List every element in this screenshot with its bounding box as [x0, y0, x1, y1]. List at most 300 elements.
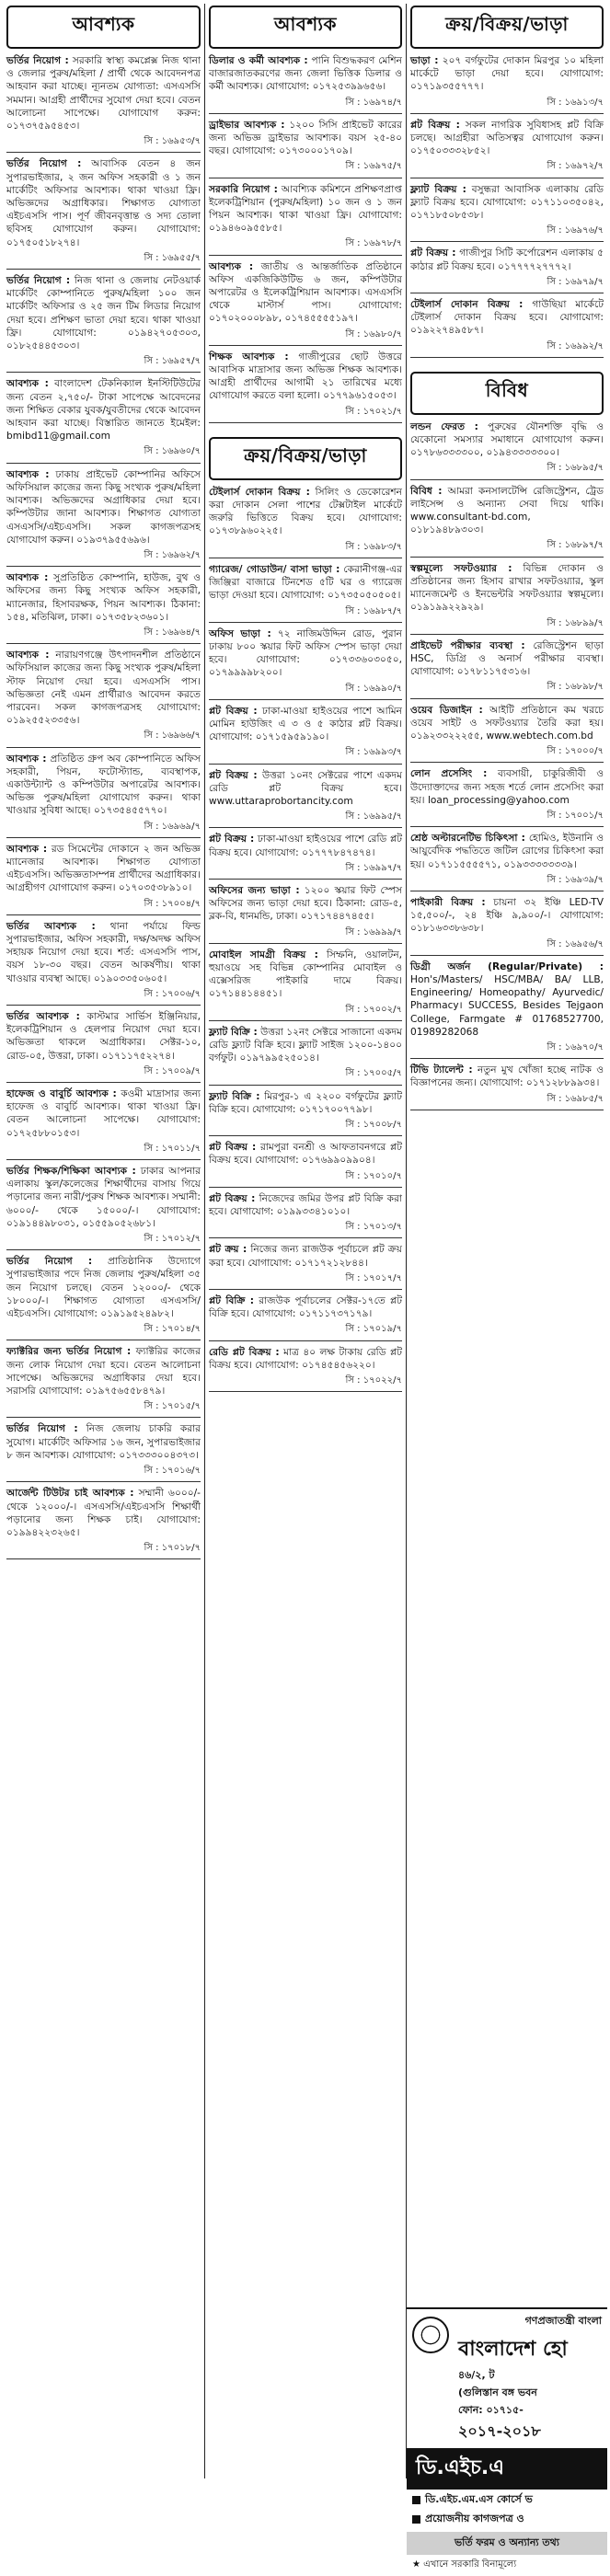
ad-divider [6, 1159, 201, 1160]
ads-list [209, 486, 402, 1392]
ad-divider [410, 634, 604, 635]
ad-divider [209, 422, 402, 423]
classified-ad [410, 485, 604, 558]
ad-text [6, 920, 201, 985]
promo-course-banner: ডি.এইচ.এ [407, 2448, 607, 2490]
classified-ad [6, 377, 201, 463]
ad-reference-code: সি : ১৭০০৮/৭ [345, 1120, 402, 1130]
classified-ad [410, 832, 604, 891]
ad-reference-code: সি : ১৬৯৭৮/৭ [345, 238, 402, 249]
section-header-wanted: আবশ্যক [6, 6, 201, 49]
ad-body: ব্যবসায়ী, চাকুরিজীবী ও উদ্যোক্তাদের জন্য সহজ শর্তে লোন প্রসেসিং করা হয়। loan_processing@yahoo.com [410, 768, 604, 806]
ad-heading: শ্রেষ্ঠ অল্টারনেটিভ চিকিৎসা : [410, 833, 525, 845]
ad-divider [6, 566, 201, 567]
ad-reference-code: সি : ১৬৯৮৭/৭ [345, 605, 402, 616]
ad-reference-code: সি : ১৭০০১/৭ [547, 810, 604, 821]
ad-text [6, 753, 201, 818]
classified-ad [209, 1026, 402, 1086]
section-header-wanted: আবশ্যক [209, 6, 402, 49]
ad-text [209, 486, 402, 538]
ad-text [410, 896, 604, 936]
ad-text [209, 260, 402, 326]
ad-body: কাস্টমার সার্ভিস ইঞ্জিনিয়ার, ইলেকট্রিশিয়ান ও হেলপার নিয়োগ দেয়া হবে। অভিজ্ঞতা থাকলে অগ্রাধিকার। সেক্টর-১০, রোড-০৫, উত্তরা, ঢাকা। ০১৭১১৭৫২২৭৪। [6, 1011, 201, 1062]
classified-ad [209, 1141, 402, 1188]
classified-ad [209, 1346, 402, 1393]
classified-ad [6, 571, 201, 644]
ad-heading: ওয়েব ডিজাইন : [410, 704, 483, 716]
ad-heading: ভর্তির নিয়োগ : [6, 158, 82, 170]
ad-body: প্রাতিষ্ঠানিক উদ্যোগে সুপারভাইজার পদে নিজ জেলায় পুরুষ/মহিলা ৩৫ জন নিয়োগ চলছে। বেতন ১২০০০/- থেকে ১৮০০০/-। শিক্ষাগত যোগ্যতা এসএসসি/এইচএসসি। যোগাযোগ: ০১৯১৯৫২৪৯৮২। [6, 1256, 201, 1320]
classified-ad [410, 562, 604, 635]
ad-heading: প্রাইভেট পরীক্ষার ব্যবস্থা : [410, 639, 525, 651]
ad-divider [410, 955, 604, 956]
promo-item-text: ডি.এইচ.এম.এস কোর্সে ভ [425, 2493, 533, 2505]
ad-divider [6, 269, 201, 270]
ad-text [410, 832, 604, 871]
ad-text [6, 1422, 201, 1462]
ad-body: নিজেদের জমির উপর প্লট বিক্রি করা হবে। যোগাযোগ: ০১৯৯৩৩৪১০১০। [209, 1192, 402, 1218]
classified-ad [209, 1090, 402, 1137]
promo-session-year: ২০১৭-২০১৮ [458, 2422, 541, 2440]
ad-body: চায়না ৩২ ইঞ্চি LED-TV ১৫,৫০০/-, ২৪ ইঞ্চি ৯,৯০০/-। যোগাযোগ: ০১৮১৬৩৩৮৬৩৮। [410, 896, 604, 935]
ad-reference-code: সি : ১৭০১২/৭ [144, 1234, 201, 1245]
ad-body: পুরুষের যৌনশক্তি বৃদ্ধি ও যেকোনো সমস্যার সমাধানে যোগাযোগ করুন। ০১৭৮৬৩৩৩৩০০, ০১৯৪৩৩৩৩৩০০। [410, 420, 604, 459]
ad-heading: অফিসের জন্য ভাড়া : [209, 884, 300, 896]
ad-divider [410, 762, 604, 763]
ad-body: মাত্র ৪০ লক্ষ টাকায় রেডি প্লট বিক্রয় হবে। যোগাযোগ: ০১৭৪৫৪৫৬২২০। [209, 1346, 402, 1371]
ad-reference-code: সি : ১৬৯৫৭/৭ [144, 356, 201, 367]
column-wanted-middle [204, 4, 406, 2478]
section-header-miscellaneous: বিবিধ [410, 372, 604, 415]
classified-ad [6, 649, 201, 747]
ad-divider [209, 113, 402, 114]
ad-reference-code: সি : ১৭০০৪/৭ [144, 898, 201, 909]
ad-heading: ফ্যাক্টরির জন্য ভর্তির নিয়োগ : [6, 1346, 132, 1358]
classified-ad [209, 1294, 402, 1341]
ad-reference-code: সি : ১৬৯৬০/৭ [144, 446, 201, 457]
ad-divider [209, 255, 402, 256]
square-bullet-icon [412, 2496, 420, 2504]
ad-body: কওমী মাদ্রাসার জন্য হাফেজ ও বাবুর্চি আবশ্যক। থাকা খাওয়া ফ্রি। বেতন আলোচনা সাপেক্ষে। যোগাযোগ: ০১৭২৫৮৮০১৫৩। [6, 1088, 201, 1139]
ad-divider [6, 914, 201, 915]
ad-body: রেজিস্ট্রেশন ছাড়া HSC, ডিগ্রি ও অনার্স পরীক্ষার ব্যবস্থা। যোগাযোগ: ০১৭৮১১৭৫৩১৬। [410, 639, 604, 678]
ads-list [209, 54, 402, 423]
ad-text [6, 571, 201, 624]
classified-ad [410, 704, 604, 764]
ad-text [209, 769, 402, 809]
classified-ad [209, 563, 402, 623]
ad-reference-code: সি : ১৭০১৪/৭ [144, 1324, 201, 1335]
ad-heading: আর্জেন্ট টিউটর চাই আবশ্যক : [6, 1488, 134, 1500]
classified-ad [209, 260, 402, 346]
ad-divider [6, 747, 201, 748]
ad-body: সিম্ফনি, ওয়ালটন, হুয়াওয়ে সহ বিভিন্ন কোম্পানির মোবাইল ও এক্সেসরিজ পাইকারি দামে বিক্রয়। ০১৭১৪৪১৪৪৫১। [209, 949, 403, 1000]
ad-body: আবাসিক বেতন ৪ জন সুপারভাইজার, ২ জন অফিস সহকারী ও ১ জন মার্কেটিং অফিসার আবশ্যক। থাকা খাওয়া ফ্রি। অভিজ্ঞদের অগ্রাধিকার। শিক্ষাগত যোগ্যতা এইচএসসি পাস। পূর্ণ জীবনবৃত্তান্ত ও সদ্য তোলা ছবিসহ যোগাযোগ করুন। যোগাযোগ: ০১৭৫০৫১৮২৭৪। [6, 158, 201, 248]
ad-divider [209, 345, 402, 346]
classified-ad [410, 960, 604, 1059]
ad-heading: টেইলার্স দোকান বিক্রয় : [410, 299, 524, 311]
ad-body: আইটি প্রতিষ্ঠানে কম খরচে ওয়েব সাইট ও সফটওয়্যার তৈরি করা হয়। ০১৯২৩৩২২২৫৫, www.webtech.com.bd [410, 704, 604, 742]
ad-body: বসুন্ধরা আবাসিক এলাকায় রেডি ফ্ল্যাট বিক্রয় হবে। যোগাযোগ: ০১৭১১০৩৫০৪২, ০১৭১৮৫০৮৫৩৮। [410, 183, 604, 222]
ad-body: রড সিমেন্টের দোকানে ২ জন অভিজ্ঞ ম্যানেজার আবশ্যক। শিক্ষাগত যোগ্যতা এইচএসসি। অভিজ্ঞতাসম্পন্ন প্রার্থীদের অগ্রাধিকার। আগ্রহীগণ যোগাযোগ করুন। ০১৭০৩৫৩৮৯১০। [6, 843, 201, 894]
ad-divider [209, 622, 402, 623]
ad-body: নিজের জন্য রাজউক পূর্বাচলে প্লট ক্রয় করা হবে। যোগাযোগ: ০১৭১৭২১২৮৪৪। [209, 1244, 402, 1269]
ad-divider [6, 1558, 201, 1559]
ad-heading: ডিলার ও কর্মী আবশ্যক : [209, 55, 308, 66]
ad-reference-code: সি : ১৭০১৭/৭ [345, 1272, 402, 1283]
ad-heading: ড্রাইভার আবশ্যক : [209, 119, 285, 131]
ad-reference-code: সি : ১৬৯৯০/৭ [345, 683, 402, 694]
ads-list [410, 420, 604, 1110]
ad-heading: প্লট বিক্রয় : [209, 834, 255, 845]
ad-heading: প্লট বিক্রয় : [209, 1142, 257, 1154]
ad-reference-code: সি : ১৭০১৯/৭ [345, 1324, 402, 1335]
ad-heading: প্লট বিক্রয় : [410, 119, 460, 131]
ad-text [410, 119, 604, 158]
ad-body: ৭২ নাজিমউদ্দিন রোড, পুরান ঢাকায় ৮০০ স্কয়ার ফিট অফিস স্পেস ভাড়া দেয়া হবে। যোগাযোগ: ০১৭৩৩৬০৩০৫০, ০১৭৯৯৯৯৮২০০। [209, 627, 402, 679]
ad-reference-code: সি : ১৭০০৯/৭ [144, 1065, 201, 1076]
section-header-buy-sell-rent: ক্রয়/বিক্রয়/ভাড়া [209, 437, 402, 480]
classified-ad [410, 247, 604, 293]
ad-text [6, 1255, 201, 1320]
ad-text [6, 377, 201, 443]
ad-heading: আবশ্যক : [6, 468, 50, 480]
ad-text [209, 949, 402, 1001]
ad-reference-code: সি : ১৬৯৫৫/৭ [144, 252, 201, 263]
classified-ad [209, 627, 402, 700]
ad-body: থানা পর্যায়ে ফিল্ড সুপারভাইজার, অফিস সহকারী, দক্ষ/অদক্ষ অফিস সহায়ক নিয়োগ দেয়া হবে। শর্ত: এসএসসি পাস, বয়স ১৮-৩০ বছর। বেতন আকর্ষণীয়। থাকা খাওয়ার ব্যবস্থা আছে। ০১৯০৩৩৫০৬০৫। [6, 920, 201, 984]
ad-body: জাতীয় ও আন্তর্জাতিক প্রতিষ্ঠানে অফিস একজিকিউটিভ ৬ জন, কম্পিউটার অপারেটর ও ইলেকট্রিশিয়ান আবশ্যক। এসএসসি থেকে মাস্টার্স পাস। যোগাযোগ: ০১৭০২০০০৮৯৮, ০১৭৪৫৫৫৫১৯৭। [209, 260, 402, 325]
promo-title: বাংলাদেশ হো [458, 2338, 568, 2361]
ad-body: সরকারি স্বাস্থ্য কমপ্লেক্স নিজ থানা ও জেলার পুরুষ/মহিলা / প্রার্থী থেকে আবেদনপত্র আহবান করা যাচ্ছে। ন্যূনতম যোগ্যতা: এসএসসি সমমান। আগ্রহী প্রার্থীদের সুযোগ দেয়া হবে। বেতন আলোচনা সাপেক্ষে। যোগাযোগ করুন: ০১৭৩৭৫৯৫৪৫৩। [6, 55, 201, 132]
classified-ad [209, 54, 402, 114]
promo-location: (গুলিস্তান বঙ্গ ভবন [458, 2386, 537, 2398]
ad-text [410, 1064, 604, 1089]
ad-text [209, 183, 402, 236]
ad-text [410, 767, 604, 807]
classified-ad [209, 1192, 402, 1239]
ad-heading: ভর্তির নিয়োগ : [6, 275, 71, 287]
ad-reference-code: সি : ১৬৯৭৬/৭ [547, 225, 604, 236]
ad-heading: সরকারি নিয়োগ : [209, 183, 278, 195]
ad-body: ১২০০ স্কয়ার ফিট স্পেস অফিসের জন্য ভাড়া দেয়া হবে। ঠিকানা: রোড-৫, ব্লক-বি, ধানমন্ডি, ঢাকা। ০১৭১৭৪৪৭৪৫৫। [209, 884, 403, 923]
ad-body: ঢাকা-মাওয়া হাইওয়ের পাশে আমিন মোমিন হাউজিং এ ৩ ও ৫ কাঠার প্লট বিক্রয়। যোগাযোগ: ০১৭১৫৯৫৯১৯০। [209, 705, 402, 743]
ad-reference-code: সি : ১৬৯৬৯/৭ [144, 821, 201, 832]
ad-heading: ফ্ল্যাট বিক্রি : [209, 1090, 260, 1102]
ad-reference-code: সি : ১৭০২২/৭ [345, 1375, 402, 1386]
classified-ad [6, 274, 201, 373]
promo-address: ৪৬/২, ট [458, 2369, 495, 2381]
ad-reference-code: সি : ১৭০১৮/৭ [144, 1543, 201, 1554]
classified-ad [209, 949, 402, 1021]
ad-reference-code: সি : ১৭০২১/৭ [345, 406, 402, 417]
promo-item [407, 2509, 607, 2528]
promo-phone: ফোন: ০১৭১৫- [458, 2404, 524, 2416]
ad-reference-code: সি : ১৬৯৮৫/৭ [547, 1093, 604, 1104]
ad-body: ঢাকায় প্রাইভেট কোম্পানির অফিসে অফিসিয়াল কাজের জন্য কিছু সংখ্যক পুরুষ/মহিলা আবশ্যক। অভিজ্ঞদের অগ্রাধিকার দেয়া হবে। কম্পিউটার জানা আবশ্যক। শিক্ষাগত যোগ্যতা এসএসসি/এইচএসসি। সকল কাগজপত্রসহ যোগাযোগ করুন। ০১৯৩৭৯৫৫৬৯৬। [6, 468, 201, 546]
ad-reference-code: সি : ১৭০১৫/৭ [144, 1401, 201, 1412]
promo-item [407, 2490, 607, 2509]
classified-ad [410, 119, 604, 178]
ad-text [410, 704, 604, 743]
ad-reference-code: সি : ১৭০০৫/৭ [345, 1068, 402, 1079]
ad-reference-code: সি : ১৭০০২/৭ [345, 1004, 402, 1015]
ad-reference-code: সি : ১৭০১৬/৭ [144, 1466, 201, 1477]
ad-text [6, 1165, 201, 1230]
ad-divider [410, 1058, 604, 1059]
ad-divider [209, 1289, 402, 1290]
ad-heading: শিক্ষক আবশ্যক : [209, 351, 289, 362]
ad-body: উত্তরা ১২নং সেক্টরে সাজানো একদম রেডি ফ্ল্যাট বিক্রি হবে। ফ্ল্যাট সাইজ ১২০০-১৪০০ বর্গফুট। ০১৯৭৯৯৫২৫০১৪। [209, 1026, 402, 1064]
ad-divider [209, 827, 402, 828]
ad-reference-code: সি : ১৬৯৬৬/৭ [144, 730, 201, 742]
ad-heading: আবশ্যক : [6, 753, 47, 765]
ad-text [209, 1090, 402, 1116]
ad-heading: আবশ্যক : [6, 572, 49, 584]
ad-body: নিজ থানা ও জেলায় নেটওয়ার্ক মার্কেটিং কোম্পানিতে পুরুষ/মহিলা ১০০ জন মার্কেটিং অফিসার ও ২৫ জন টিম লিডার নিয়োগ দেয়া হবে। প্রশিক্ষণ ভাতা দেয়া হবে। থাকা খাওয়া ফ্রি। যোগাযোগ: ০১৯৪২৭০৫৩০৩, ০১৮২৫৪৪৫৩০৩। [6, 275, 201, 352]
ad-body: আবশ্যিক কমিশনে প্রশিক্ষণপ্রাপ্ত ইলেকট্রিশিয়ান (পুরুষ/মহিলা) ১০ জন ও ১ জন পিয়ন আবশ্যক। থাকা খাওয়া ফ্রি। যোগাযোগ: ০১৯৪৬০৯৫৫৮৫। [209, 183, 402, 235]
ad-text [209, 884, 402, 924]
ad-body: বাংলাদেশ টেকনিক্যাল ইনস্টিটিউটের জন্য বেতন ২,৭৫০/- টাকা সাপেক্ষে আবেদনের জন্য শিক্ষিত বেকার যুবক/যুবতীদের থেকে আবেদন আহবান করা যাচ্ছে। বিস্তারিত জানতে ইমেইল: bmibd11@gmail.com [6, 378, 201, 443]
ad-text [6, 274, 201, 352]
ad-text [209, 627, 402, 680]
classified-ad [410, 420, 604, 480]
ad-reference-code: সি : ১৬৯৬২/৭ [144, 549, 201, 560]
ad-divider [6, 1005, 201, 1006]
ad-divider [410, 357, 604, 358]
ad-heading: ফ্ল্যাট বিক্রি : [209, 1026, 258, 1038]
column-wanted-left [3, 4, 204, 2478]
ad-text [6, 468, 201, 546]
ad-divider [410, 479, 604, 480]
ad-body: গাজীপুরের ছোট উত্তরে আবাসিক মাদ্রাসার জন্য অভিজ্ঞ শিক্ষক আবশ্যক। আগ্রহী প্রার্থীদের আগামী ২১ তারিখের মধ্যে যোগাযোগ করতে বলা হলো। ০১৭৭৯৬১৫০৫৩। [209, 351, 402, 402]
classified-ad [209, 769, 402, 829]
ad-reference-code: সি : ১৭০০০/৭ [547, 746, 604, 757]
classified-ad [6, 54, 201, 153]
ad-divider [209, 1237, 402, 1238]
ad-heading: গ্যারেজ/ গোডাউন/ বাসা ভাড়া : [209, 563, 340, 575]
classified-ad [209, 119, 402, 178]
ad-heading: ভর্তির নিয়োগ : [6, 1423, 78, 1435]
classified-ad [6, 468, 201, 567]
ad-text [209, 705, 402, 744]
classified-ad [6, 1345, 201, 1418]
ad-heading: হাফেজ ও বাবুর্চি আবশ্যক : [6, 1088, 117, 1100]
ad-body: Hon's/Masters/ HSC/MBA/ BA/ LLB, Engineering/ Homeopathy/ Ayurvedic/ Pharmacy। SUCCESS, Besides Tejgaon College, Farmgate # 01768527700, 01989282068 [410, 973, 604, 1038]
ad-divider [6, 1417, 201, 1418]
classified-ad [410, 1064, 604, 1110]
classified-ad [6, 843, 201, 915]
ad-heading: রেডি প্লট বিক্রয় : [209, 1346, 280, 1358]
ad-reference-code: সি : ১৬৯৭৯/৭ [547, 276, 604, 287]
classified-ad [410, 54, 604, 114]
ad-reference-code: সি : ১৬৮৯৫/৭ [547, 463, 604, 474]
ad-divider [209, 1187, 402, 1188]
ad-text [209, 1026, 402, 1065]
ad-heading: ফ্ল্যাট বিক্রয় : [410, 183, 466, 195]
column-buy-sell-misc [406, 4, 607, 2570]
ad-heading: আবশ্যক : [6, 650, 50, 661]
ad-body: নিজ জেলায় চাকরি করার সুযোগ। মার্কেটিং অফিসার ১৬ জন, সুপারভাইজার ৮ জন আবশ্যক। যোগাযোগ: ০১৭৩৩৩০০৪৩৭৩। [6, 1423, 201, 1461]
classified-ad [6, 1165, 201, 1250]
ad-divider [6, 152, 201, 153]
ad-reference-code: সি : ১৬৮৯৭/৭ [547, 540, 604, 551]
ad-body: কেরানীগঞ্জ-এর জিঞ্জিরা বাজারে টিনশেড ৫টি ঘর ও গ্যারেজ ভাড়া দেওয়া হবে। যোগাযোগ: ০১৭৩৫০৫০৫০৫। [209, 563, 402, 602]
classified-ad [209, 486, 402, 558]
ad-text [6, 649, 201, 727]
ad-heading: আবশ্যক : [6, 843, 48, 855]
ad-text [6, 843, 201, 895]
ad-text [209, 1346, 402, 1372]
ad-body: রাজউক পূর্বাচলের সেক্টর-১৭তে প্লট বিক্রি হবে। যোগাযোগ: ০১৭১১৭৩৭১৭৯। [209, 1295, 402, 1320]
ad-body: প্রতিষ্ঠিত গ্রুপ অব কোম্পানিতে অফিস সহকারী, পিয়ন, ফটোস্ট্যান্ড, ব্যবস্থাপক, একাউন্ট্যান্ট ও কম্পিউটার অপারেটর আবশ্যক। অভিজ্ঞ পুরুষ/মহিলা যোগাযোগ করুন। থাকা খাওয়ার সুবিধা আছে। ০১৭৩৫৪৫৫৭৭০। [6, 753, 201, 817]
ad-divider [6, 1082, 201, 1083]
ad-divider [209, 879, 402, 880]
ad-body: সুপ্রতিষ্ঠিত কোম্পানি, হাউজ, বুথ ও অফিসের জন্য কিছু সংখ্যক অফিস সহকারী, ম্যানেজার, হিসাবরক্ষক, পিয়ন আবশ্যক। ঠিকানা: ১৫৪, মতিঝিল, ঢাকা। ০১৭৩৫৮২৩৬০১। [6, 572, 201, 623]
ad-reference-code: সি : ১৭০১৩/৭ [345, 1222, 402, 1233]
classified-ad [410, 639, 604, 699]
classified-ad [410, 183, 604, 243]
ad-divider [6, 1481, 201, 1482]
ad-divider [209, 1085, 402, 1086]
ad-reference-code: সি : ১৭০০৬/৭ [144, 988, 201, 999]
ad-reference-code: সি : ১৬৯৬৪/৭ [144, 627, 201, 638]
ad-heading: পাইকারী বিক্রয় : [410, 896, 486, 908]
ad-reference-code: সি : ১৬৯৯৯/৭ [345, 926, 402, 937]
ad-reference-code: সি : ১৬৯৮৩/৭ [345, 541, 402, 552]
ad-divider [6, 463, 201, 464]
ad-text [410, 485, 604, 537]
ad-reference-code: সি : ১৬৯১৩/৭ [547, 97, 604, 108]
ad-heading: ভাড়া : [410, 55, 439, 66]
ad-body: ১২০০ সিসি প্রাইভেট কারের জন্য অভিজ্ঞ ড্রাইভার আবশ্যক। বয়স ২৫-৪০ বছর। যোগাযোগ: ০১৭৩০০০১৭০৯। [209, 119, 402, 157]
ad-reference-code: সি : ১৬৯৭৫/৭ [345, 161, 402, 172]
ad-text [209, 54, 402, 94]
ad-body: গাউছিয়া মার্কেটে টেইলার্স দোকান বিক্রয় হবে। যোগাযোগ: ০১৯২২৭৪৯৫৮৭। [410, 299, 604, 337]
ad-divider [6, 1249, 201, 1250]
ad-divider [209, 943, 402, 944]
ad-body: উত্তরা ১০নং সেক্টরের পাশে একদম রেডি প্লট বিক্রয় হবে। www.uttaraprobortancity.com [209, 769, 402, 807]
ad-body: ফ্যাক্টরির কাজের জন্য লোক নিয়োগ দেয়া হবে। বেতন আলোচনা সাপেক্ষে। অভিজ্ঞদের অগ্রাধিকার দেয়া হবে। সরাসরি যোগাযোগ: ০১৯৭৫৬৫৫৮৪৭৯। [6, 1346, 201, 1397]
ad-reference-code: সি : ১৬৯৯৩/৭ [345, 747, 402, 758]
ad-body: নতুন মুখ খোঁজা হচ্ছে নাটক ও বিজ্ঞাপনের জন্য। যোগাযোগ: ০১৭১২৮৮৯৯৩৪। [410, 1064, 604, 1089]
ad-reference-code: সি : ১৬৯৮০/৭ [345, 328, 402, 339]
ad-heading: অফিস ভাড়া : [209, 627, 271, 639]
ad-body: রামপুরা বনশ্রী ও আফতাবনগরে প্লট বিক্রয় হবে। যোগাযোগ: ০১৭৬৯৯০৯৯০৪। [209, 1142, 402, 1167]
ad-heading: লন্ডন ফেরত : [410, 420, 478, 432]
ad-divider [6, 372, 201, 373]
ad-heading: ভর্তির আবশ্যক : [6, 1011, 80, 1022]
ad-text [410, 298, 604, 338]
ad-heading: মোবাইল সামগ্রী বিক্রয় : [209, 949, 318, 960]
section-header-buy-sell-rent: ক্রয়/বিক্রয়/ভাড়া [410, 6, 604, 49]
ad-body: ঢাকার আপনার এলাকায় স্কুল/কলেজের শিক্ষার্থীদের বাসায় গিয়ে পড়ানোর জন্য নারী/পুরুষ শিক্ষক আবশ্যক। সম্মানী: ৬০০০/- থেকে ১৫০০০/-। যোগাযোগ: ০১৯১৪৪৯৮০৩১, ০১৫৫৯০৫২৬৮১। [6, 1166, 201, 1229]
ad-divider [209, 1340, 402, 1341]
classified-ad [410, 767, 604, 827]
ad-body: আমরা কনসালটেন্সি রেজিস্ট্রেশন, ট্রেড লাইসেন্স ও অন্যান্য সেবা দিয়ে থাকি। www.consultant-bd.com, ০১৮১৯৪৮৯৩০৩। [410, 485, 604, 536]
ad-heading: ভর্তির আবশ্যক : [6, 920, 96, 932]
classified-ad [209, 183, 402, 256]
ad-divider [410, 113, 604, 114]
ad-reference-code: সি : ১৬৯৫৬/৭ [547, 938, 604, 949]
ads-list [6, 54, 201, 1559]
ad-divider [209, 764, 402, 765]
ad-heading: ডিগ্রী অর্জন (Regular/Private) : [410, 960, 604, 972]
ad-heading: ভর্তির শিক্ষক/শিক্ষিকা আবশ্যক : [6, 1166, 136, 1178]
ad-text [209, 1243, 402, 1269]
government-seal-logo [412, 2317, 449, 2353]
ad-reference-code: সি : ১৬৯৩৯/৭ [547, 874, 604, 885]
classified-ad [6, 1010, 201, 1083]
ad-divider [209, 1391, 402, 1392]
ad-reference-code: সি : ১৭০১১/৭ [144, 1143, 201, 1154]
ad-text [410, 562, 604, 615]
ad-divider [410, 826, 604, 827]
ad-reference-code: সি : ১৬৯৫৩/৭ [144, 136, 201, 147]
ad-heading: প্লট বিক্রি : [209, 1295, 255, 1307]
ad-body: ঢাকা-মাওয়া হাইওয়ের পাশে রেডি প্লট বিক্রয় হবে। যোগাযোগ: ০১৭৭৭৮৪৭৪৭৪। [209, 834, 402, 858]
ad-divider [410, 241, 604, 242]
ad-reference-code: সি : ১৬৮৯৯/৭ [547, 617, 604, 628]
ad-text [6, 1087, 201, 1140]
ad-heading: প্লট বিক্রয় : [209, 769, 258, 781]
ad-reference-code: সি : ১৬৮৯৮/৭ [547, 682, 604, 693]
ad-text [209, 351, 402, 403]
ad-text [410, 420, 604, 460]
ad-heading: আবশ্যক : [209, 260, 254, 272]
ad-reference-code: সি : ১৬৯৯২/৭ [547, 340, 604, 351]
ad-text [410, 247, 604, 272]
classified-ad [6, 1255, 201, 1340]
ad-divider [6, 643, 201, 644]
ad-heading: স্বল্পমূল্যে সফটওয়্যার : [410, 562, 512, 574]
ad-text [209, 563, 402, 603]
ad-text [209, 1192, 402, 1218]
classified-ad [6, 157, 201, 270]
ad-reference-code: সি : ১৬৯৭৪/৭ [345, 97, 402, 108]
classified-ad [209, 351, 402, 423]
ad-text [6, 1010, 201, 1063]
classified-ad [410, 298, 604, 358]
ad-heading: আবশ্যক : [6, 378, 49, 390]
ad-body: মিরপুর-১ এ ২২০০ বর্গফুটের ফ্ল্যাট বিক্রি হবে। যোগাযোগ: ০১৭১৭০০৭৭৯৮। [209, 1090, 402, 1115]
ad-reference-code: সি : ১৬৯৯৫/৭ [345, 811, 402, 822]
ad-body: সকল নাগরিক সুবিধাসহ প্লট বিক্রি চলছে। আগ্রহীরা অতিসত্বর যোগাযোগ করুন। ০১৭৫০৩৩৩২৮৫২। [410, 119, 604, 157]
ad-reference-code: সি : ১৬৯৭০/৭ [547, 1041, 604, 1052]
ad-body: গাজীপুর সিটি কর্পোরেশন এলাকায় ৫ কাঠার প্লট বিক্রয় হবে। ০১৭৭৭৭২৭৭৭২। [410, 247, 604, 272]
ad-text [209, 1294, 402, 1320]
classified-ad [209, 705, 402, 765]
ad-body: সিলিং ও ডেকোরেশন করা দোকান সেলা পাশের টেক্সটাইল মার্কেটে জরুরি ভিত্তিতে বিক্রয় হবে। যোগাযোগ: ০১৭৩৮৯৬০২২৫। [209, 486, 402, 537]
ad-heading: প্লট বিক্রয় : [410, 247, 456, 259]
ad-heading: ভর্তির নিয়োগ : [6, 55, 69, 66]
ad-text [410, 639, 604, 679]
ad-heading: প্লট বিক্রয় : [209, 1192, 256, 1204]
promo-admission-band: ভর্তি ফরম ও অন্যান্য তথ্য [407, 2532, 607, 2555]
classified-ad [6, 920, 201, 1006]
ad-text [6, 54, 201, 132]
classified-ad [6, 1087, 201, 1160]
ad-heading: টেইলার্স দোকান বিক্রয় : [209, 486, 310, 498]
ad-divider [410, 698, 604, 699]
square-bullet-icon [412, 2515, 420, 2524]
classified-ad [6, 753, 201, 838]
ad-text [6, 1487, 201, 1539]
ad-heading: লোন প্রসেসিং : [410, 768, 488, 780]
ad-divider [209, 1135, 402, 1136]
ad-body: নারায়ণগঞ্জে উৎপাদনশীল প্রতিষ্ঠানে অফিসিয়াল কাজের জন্য কিছু সংখ্যক পুরুষ/মহিলা স্টাফ নিয়োগ দেয়া হবে। এসএসসি পাস। অভিজ্ঞতা নেই এমন প্রার্থীরাও আবেদন করতে পারবেন। সকল কাগজপত্রসহ যোগাযোগ: ০১৯২৫৫২৩৩৫৬। [6, 650, 201, 727]
ad-body: বিভিন্ন দোকান ও প্রতিষ্ঠানের জন্য হিসাব রাখার সফটওয়্যার, স্কুল ম্যানেজমেন্ট ও ইনভেন্টরি সফটওয়্যার স্বল্পমূল্যে। ০১৯১৯৯২২৯২৯। [410, 562, 604, 614]
